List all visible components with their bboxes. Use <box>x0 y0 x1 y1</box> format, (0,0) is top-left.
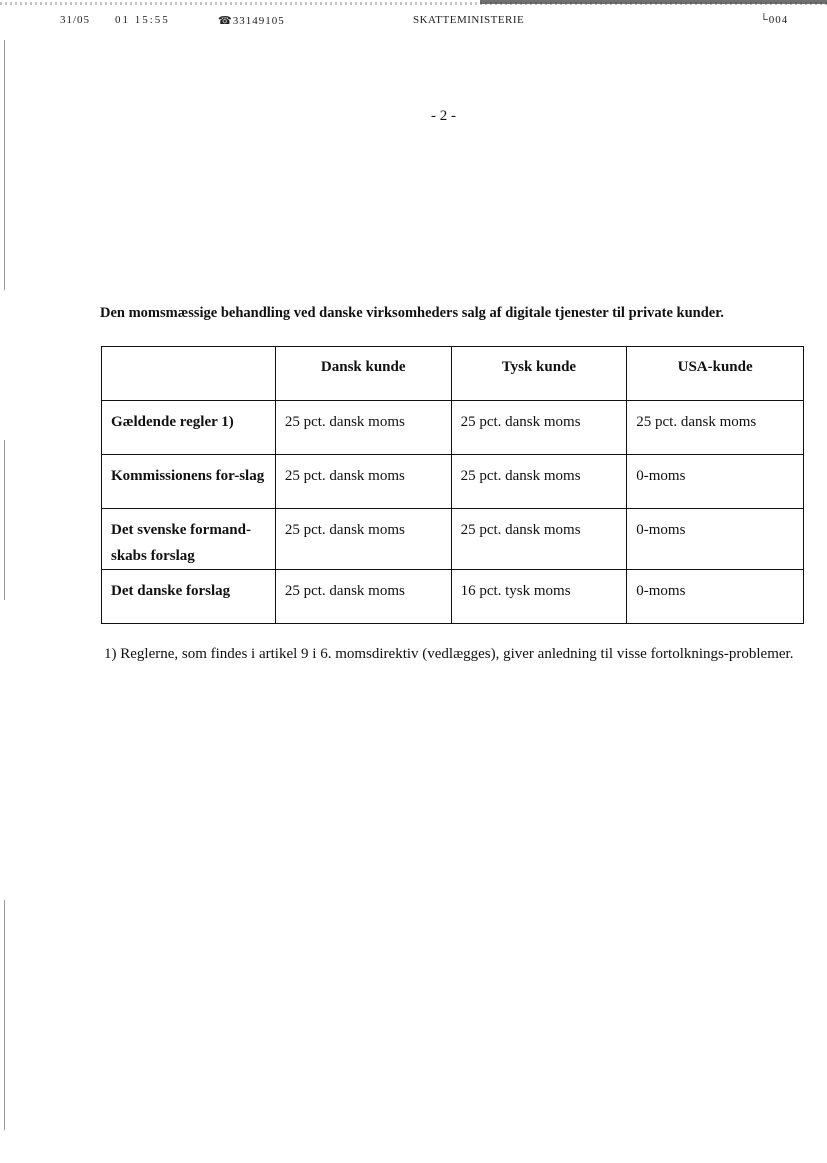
document-title: Den momsmæssige behandling ved danske virksomheders salg af digitale tjenester til private kunder. <box>100 305 724 321</box>
cell-tysk: 25 pct. dansk moms <box>451 509 627 570</box>
header-tysk-kunde: Tysk kunde <box>451 347 627 401</box>
row-label: Kommissionens for-slag <box>102 455 276 509</box>
fax-page-counter: └004 <box>760 14 789 26</box>
table-row <box>102 570 804 624</box>
header-empty-cell <box>102 347 276 401</box>
table-header-row <box>102 347 804 401</box>
header-dansk-kunde: Dansk kunde <box>275 347 451 401</box>
fax-header <box>0 10 827 30</box>
cell-usa: 0-moms <box>627 570 804 624</box>
scan-margin-line <box>4 40 5 290</box>
page-number: - 2 - <box>431 108 456 124</box>
table-row <box>102 455 804 509</box>
row-label: Gældende regler 1) <box>102 401 276 455</box>
cell-tysk: 25 pct. dansk moms <box>451 401 627 455</box>
cell-usa: 0-moms <box>627 455 804 509</box>
header-usa-kunde: USA-kunde <box>627 347 804 401</box>
cell-usa: 25 pct. dansk moms <box>627 401 804 455</box>
fax-time: 01 15:55 <box>115 14 170 26</box>
row-label: Det svenske formand-skabs forslag <box>102 509 276 570</box>
fax-date: 31/05 <box>60 14 91 26</box>
table-row <box>102 509 804 570</box>
cell-dansk: 25 pct. dansk moms <box>275 509 451 570</box>
footnote: 1) Reglerne, som findes i artikel 9 i 6. momsdirektiv (vedlægges), giver anledning til visse fortolknings-problemer. <box>104 646 794 662</box>
cell-dansk: 25 pct. dansk moms <box>275 570 451 624</box>
scan-edge-mark <box>480 0 827 4</box>
cell-tysk: 25 pct. dansk moms <box>451 455 627 509</box>
row-label: Det danske forslag <box>102 570 276 624</box>
fax-number: ☎33149105 <box>218 15 285 27</box>
table-row <box>102 401 804 455</box>
vat-comparison-table <box>101 346 804 624</box>
cell-dansk: 25 pct. dansk moms <box>275 401 451 455</box>
cell-tysk: 16 pct. tysk moms <box>451 570 627 624</box>
cell-usa: 0-moms <box>627 509 804 570</box>
scan-margin-line <box>4 900 5 1130</box>
cell-dansk: 25 pct. dansk moms <box>275 455 451 509</box>
scan-margin-line <box>4 440 5 600</box>
fax-sender: SKATTEMINISTERIE <box>413 14 525 26</box>
